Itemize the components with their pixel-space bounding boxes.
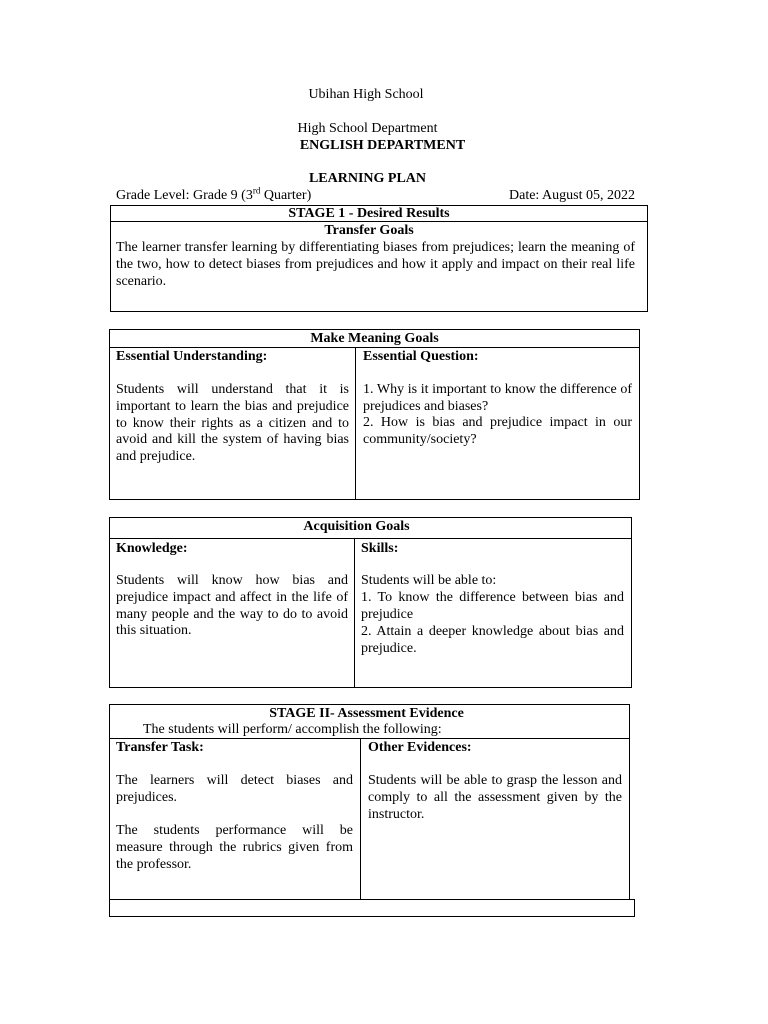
school-name: Ubihan High School [308,87,424,102]
meaning-goals-title: Make Meaning Goals [310,331,439,346]
essential-question-heading: Essential Question: [363,349,479,364]
transfer-task-text-1: The learners will detect biases and prejudices. [116,773,353,805]
plan-date: Date: August 05, 2022 [509,188,635,203]
essential-question-item-2: 2. How is bias and prejudice impact in our community/society? [363,415,632,447]
skills-item-2: 2. Attain a deeper knowledge about bias and prejudice. [361,624,624,656]
grade-level: Grade Level: Grade 9 (3rd Quarter) [116,185,312,203]
skills-intro: Students will be able to: [361,573,497,588]
learning-plan-title: LEARNING PLAN [308,171,427,186]
knowledge-text: Students will know how bias and prejudice impact and affect in the life of many people and the way to do to avoid this situation. [116,573,348,639]
transfer-goals-text: The learner transfer learning by differentiating biases from prejudices; learn the meaning of the two, how to detect biases from prejudices and how it apply and impact on their real life scenario. [116,240,635,289]
stage1-title: STAGE 1 - Desired Results [288,206,450,221]
knowledge-heading: Knowledge: [116,541,188,556]
transfer-goals-title: Transfer Goals [324,223,414,238]
other-evidences-text: Students will be able to grasp the lesson and comply to all the assessment given by the instructor. [368,773,622,822]
skills-heading: Skills: [361,541,399,556]
stage2-column-divider [360,738,361,900]
transfer-task-text-2: The students performance will be measure through the rubrics given from the professor. [116,823,353,872]
skills-item-1: 1. To know the difference between bias and prejudice [361,590,624,622]
acquisition-goals-column-divider [354,538,355,688]
acquisition-goals-divider [109,538,632,539]
empty-bottom-row [109,899,635,917]
department-name: High School Department [297,121,438,136]
essential-understanding-heading: Essential Understanding: [116,349,268,364]
other-evidences-heading: Other Evidences: [368,740,472,755]
english-department-title: ENGLISH DEPARTMENT [299,138,466,153]
stage2-subtitle: The students will perform/ accomplish the following: [143,722,442,737]
transfer-task-heading: Transfer Task: [116,740,204,755]
essential-question-item-1: 1. Why is it important to know the difference of prejudices and biases? [363,382,632,414]
stage2-title: STAGE II- Assessment Evidence [269,706,464,721]
meaning-goals-column-divider [355,347,356,500]
acquisition-goals-title: Acquisition Goals [303,519,410,534]
essential-understanding-text: Students will understand that it is important to learn the bias and prejudice to know their rights as a citizen and to avoid and kill the system of having bias and prejudice. [116,382,349,465]
